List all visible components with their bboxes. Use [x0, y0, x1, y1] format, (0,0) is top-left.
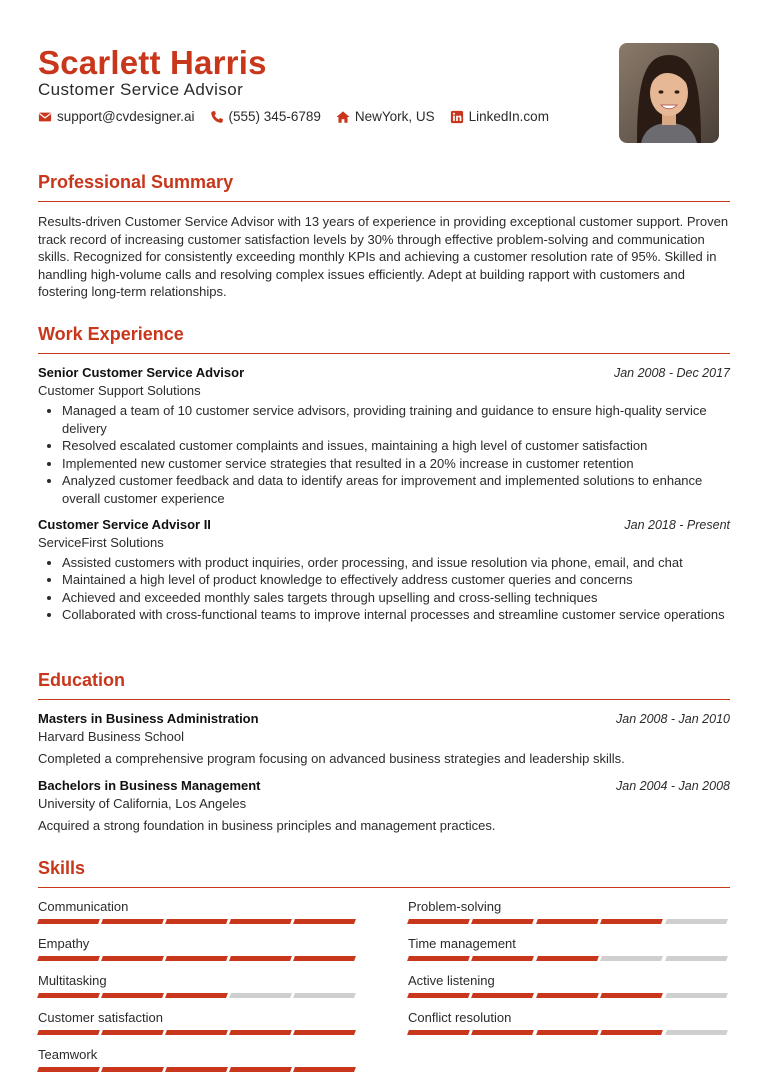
skill-segment-filled	[165, 1030, 228, 1035]
skill-item	[38, 936, 358, 973]
education-description: Completed a comprehensive program focusing on advanced business strategies and leadership skills.	[38, 751, 625, 766]
phone-text: (555) 345-6789	[228, 109, 321, 124]
skill-segment-filled	[101, 1067, 164, 1072]
skill-segment-filled	[293, 1067, 356, 1072]
email-text: support@cvdesigner.ai	[57, 109, 195, 124]
skill-segment-filled	[101, 993, 164, 998]
skill-segment-filled	[293, 919, 356, 924]
skill-name: Customer satisfaction	[38, 1010, 163, 1025]
resume-header	[38, 0, 730, 150]
skill-level-bar	[38, 919, 358, 924]
job-bullets	[38, 402, 730, 508]
skill-segment-empty	[665, 1030, 728, 1035]
job-company: ServiceFirst Solutions	[38, 534, 164, 550]
skill-segment-filled	[536, 993, 599, 998]
skill-name: Time management	[408, 936, 516, 951]
skill-segment-filled	[101, 1030, 164, 1035]
profile-photo	[619, 43, 719, 143]
skill-segment-filled	[165, 919, 228, 924]
skill-segment-empty	[229, 993, 292, 998]
list-item: Achieved and exceeded monthly sales targets through upselling and cross-selling techniques	[38, 589, 730, 607]
list-item: Collaborated with cross-functional teams to improve internal processes and streamline customer service operations	[38, 606, 730, 624]
job-entry	[38, 517, 730, 624]
degree-title: Bachelors in Business Management	[38, 778, 261, 793]
skill-name: Conflict resolution	[408, 1010, 512, 1025]
skill-level-bar	[408, 956, 730, 961]
skill-segment-filled	[37, 919, 100, 924]
experience-heading: Work Experience	[38, 324, 730, 354]
skill-name: Communication	[38, 899, 129, 914]
summary-section	[38, 172, 730, 301]
list-item: Managed a team of 10 customer service advisors, providing training and guidance to ensure high-quality service delivery	[38, 402, 730, 437]
skill-segment-filled	[407, 1030, 470, 1035]
skill-segment-filled	[600, 1030, 663, 1035]
summary-heading: Professional Summary	[38, 172, 730, 202]
degree-title: Masters in Business Administration	[38, 711, 259, 726]
skills-grid	[38, 899, 730, 1078]
skill-segment-filled	[37, 956, 100, 961]
candidate-name: Scarlett Harris	[38, 44, 267, 81]
skill-segment-filled	[293, 1030, 356, 1035]
skill-segment-filled	[536, 1030, 599, 1035]
skill-segment-filled	[471, 1030, 534, 1035]
skill-segment-filled	[165, 993, 228, 998]
contact-email[interactable]	[38, 109, 195, 124]
school-name: Harvard Business School	[38, 729, 184, 744]
skill-segment-filled	[229, 1030, 292, 1035]
linkedin-icon	[450, 110, 464, 124]
skill-segment-filled	[471, 919, 534, 924]
education-dates: Jan 2008 - Jan 2010	[616, 712, 730, 726]
job-title: Senior Customer Service Advisor	[38, 365, 245, 380]
education-entry	[38, 778, 730, 833]
skill-item	[38, 973, 358, 1010]
skills-heading: Skills	[38, 858, 730, 888]
skill-segment-filled	[37, 1067, 100, 1072]
contact-bar	[38, 109, 564, 124]
skill-segment-filled	[229, 1067, 292, 1072]
skill-item	[408, 973, 730, 1010]
skill-segment-filled	[37, 993, 100, 998]
education-dates: Jan 2004 - Jan 2008	[616, 779, 730, 793]
skill-segment-filled	[165, 956, 228, 961]
skill-segment-filled	[536, 919, 599, 924]
skill-segment-empty	[665, 919, 728, 924]
skill-segment-filled	[101, 956, 164, 961]
skill-segment-filled	[536, 956, 599, 961]
contact-linkedin[interactable]	[450, 109, 549, 124]
home-icon	[336, 110, 350, 124]
skill-segment-filled	[600, 993, 663, 998]
skill-segment-filled	[37, 1030, 100, 1035]
skill-level-bar	[38, 956, 358, 961]
education-heading: Education	[38, 670, 730, 700]
school-name: University of California, Los Angeles	[38, 796, 247, 811]
skill-level-bar	[408, 993, 730, 998]
contact-phone[interactable]	[210, 109, 321, 124]
skill-level-bar	[408, 1030, 730, 1035]
job-company: Customer Support Solutions	[38, 383, 201, 398]
skill-segment-empty	[665, 956, 728, 961]
skill-segment-filled	[229, 919, 292, 924]
list-item: Resolved escalated customer complaints and issues, maintaining a high level of customer satisfaction	[38, 437, 730, 455]
experience-section	[38, 324, 730, 624]
summary-text: Results-driven Customer Service Advisor with 13 years of experience in providing exceptional customer support. Proven track record of increasing customer satisfaction levels by 30% through effective problem-solving and communication skills. Recognized for consistently exceeding monthly KPIs and achieving a customer resolution rate of 95%. Skilled in handling high-volume calls and resolving complex issues efficiently. Adept at building rapport with customers and fostering long-term relationships.	[38, 214, 729, 300]
resume-page	[38, 0, 730, 1062]
phone-icon	[210, 110, 224, 124]
job-bullets	[38, 554, 730, 624]
skill-segment-filled	[471, 993, 534, 998]
skill-level-bar	[38, 1030, 358, 1035]
skill-item	[408, 1010, 730, 1047]
skill-segment-filled	[407, 919, 470, 924]
skill-item	[408, 899, 730, 936]
job-entry	[38, 365, 730, 508]
skill-segment-empty	[293, 993, 356, 998]
location-text: NewYork, US	[354, 109, 435, 124]
education-section	[38, 670, 730, 833]
skill-name: Problem-solving	[408, 899, 502, 914]
candidate-title: Customer Service Advisor	[38, 80, 244, 99]
list-item: Implemented new customer service strategies that resulted in a 20% increase in customer retention	[38, 455, 730, 473]
skill-name: Active listening	[408, 973, 495, 988]
skill-item	[38, 1010, 358, 1047]
skills-section	[38, 858, 730, 1078]
education-entry	[38, 711, 730, 766]
envelope-icon	[38, 110, 52, 124]
skill-segment-filled	[293, 956, 356, 961]
job-dates: Jan 2018 - Present	[624, 517, 730, 532]
skill-name: Teamwork	[38, 1047, 98, 1062]
skill-level-bar	[408, 919, 730, 924]
skill-segment-empty	[665, 993, 728, 998]
education-description: Acquired a strong foundation in business principles and management practices.	[38, 818, 496, 833]
skill-item	[38, 1047, 358, 1078]
skill-level-bar	[38, 1067, 358, 1072]
list-item: Maintained a high level of product knowledge to effectively address customer queries and concerns	[38, 571, 730, 589]
skill-segment-empty	[600, 956, 663, 961]
list-item: Analyzed customer feedback and data to identify areas for improvement and implemented solutions to enhance overall customer experience	[38, 472, 730, 507]
job-title: Customer Service Advisor II	[38, 516, 211, 532]
contact-location	[336, 109, 435, 124]
skill-item	[408, 936, 730, 973]
skill-name: Multitasking	[38, 973, 107, 988]
linkedin-text: LinkedIn.com	[468, 109, 549, 124]
skill-segment-filled	[407, 956, 470, 961]
skill-name: Empathy	[38, 936, 90, 951]
skill-segment-filled	[471, 956, 534, 961]
list-item: Assisted customers with product inquiries, order processing, and issue resolution via phone, email, and chat	[38, 554, 730, 572]
skill-segment-filled	[600, 919, 663, 924]
skill-segment-filled	[101, 919, 164, 924]
job-dates: Jan 2008 - Dec 2017	[613, 366, 730, 380]
skill-segment-filled	[229, 956, 292, 961]
skill-segment-filled	[165, 1067, 228, 1072]
skill-segment-filled	[407, 993, 470, 998]
skill-item	[38, 899, 358, 936]
skill-level-bar	[38, 993, 358, 998]
